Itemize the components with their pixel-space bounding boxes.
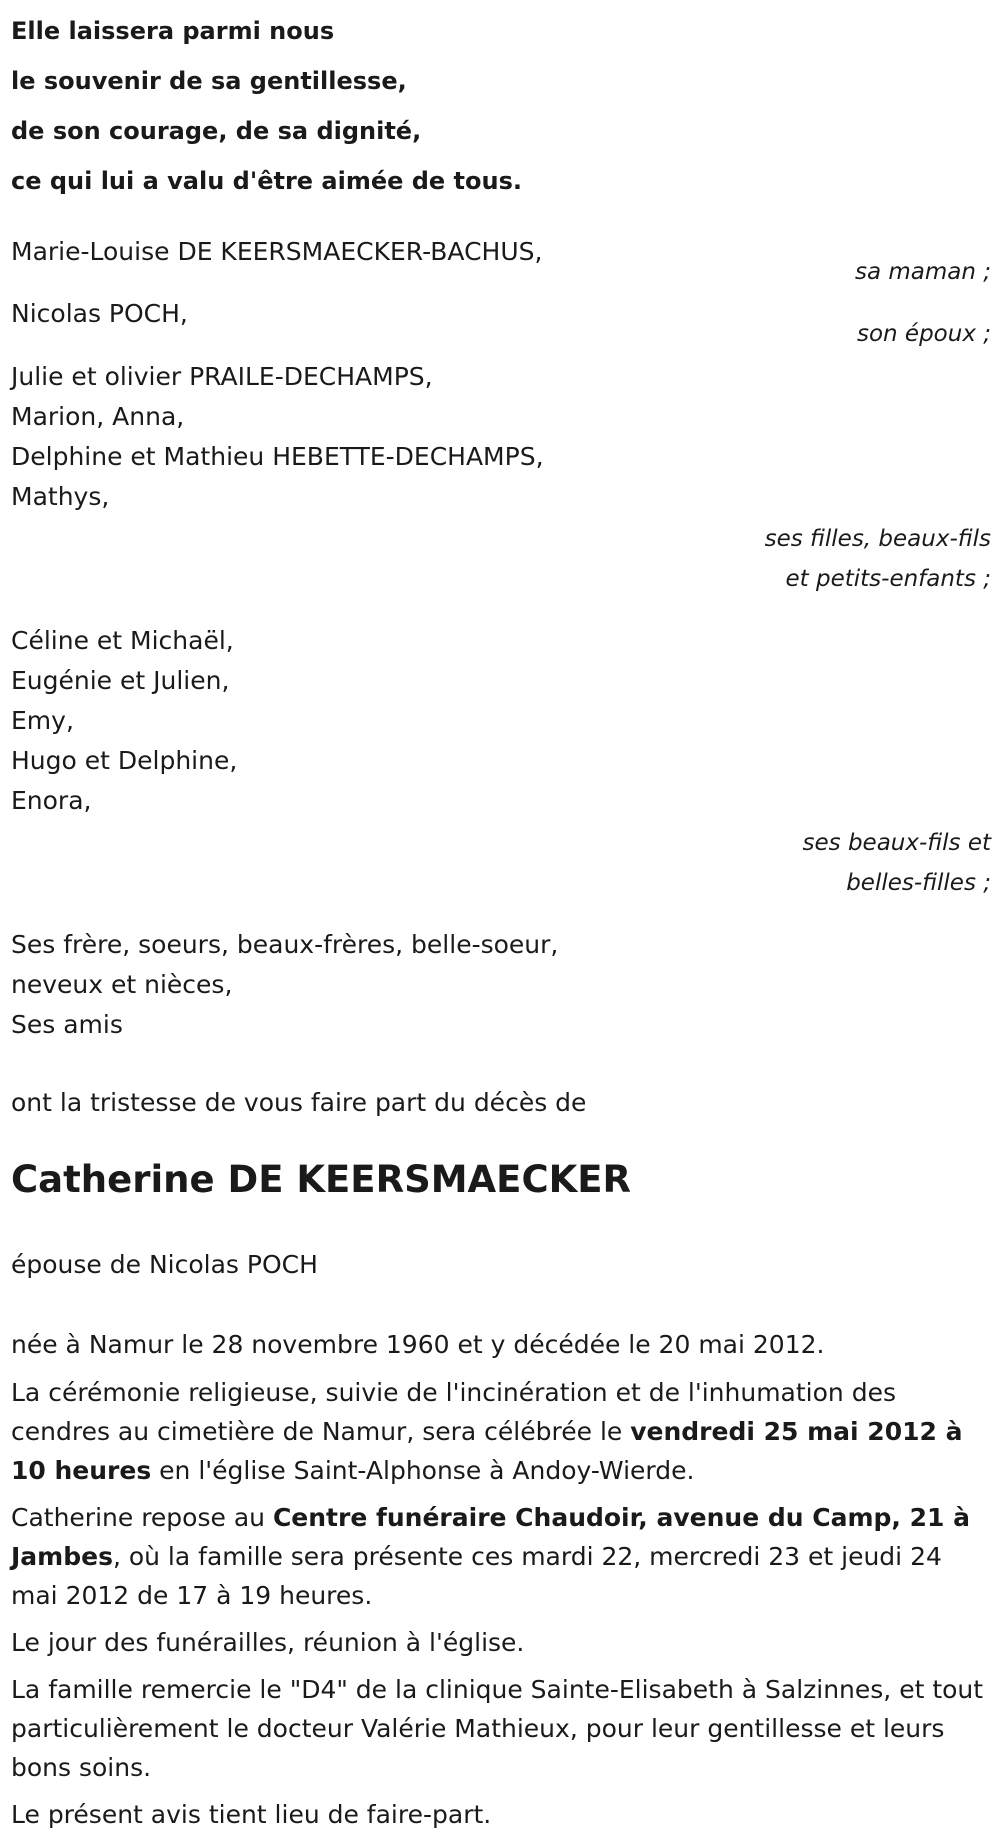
family-name: Delphine et Mathieu HEBETTE-DECHAMPS, <box>11 442 544 471</box>
family-role-line: ses beaux-fils et <box>802 830 991 856</box>
repose-hours: , où la famille sera présente ces mardi 22, mercredi 23 et jeudi 24 mai 2012 de 17 à 19 heures. <box>11 1542 942 1610</box>
repose-text: Catherine repose au <box>11 1503 273 1532</box>
family-role <box>11 519 991 599</box>
family-name: Marie-Louise DE KEERSMAECKER-BACHUS, <box>11 237 543 266</box>
family-group-epoux <box>11 294 991 357</box>
family-group-freres <box>11 925 991 1045</box>
family-list <box>11 232 991 1045</box>
thanks-paragraph: La famille remercie le "D4" de la clinique Sainte-Elisabeth à Salzinnes, et tout particulièrement le docteur Valérie Mathieux, pour leur gentillesse et leurs bons soins. <box>11 1675 984 1782</box>
family-name: Eugénie et Julien, <box>11 666 230 695</box>
family-role: sa maman ; <box>854 259 991 285</box>
ceremony-text: La cérémonie religieuse, suivie de l'incinération et de l'inhumation des cendres au cimetière de Namur, sera célébrée le <box>11 1378 896 1446</box>
repose-paragraph <box>11 1498 991 1615</box>
verse-line: de son courage, de sa dignité, <box>11 117 422 145</box>
family-name: Marion, Anna, <box>11 402 185 431</box>
ceremony-place: en l'église Saint-Alphonse à Andoy-Wierde. <box>151 1456 695 1485</box>
family-role: son époux ; <box>856 321 991 347</box>
repose-location: Centre funéraire Chaudoir, avenue du Camp, 21 à Jambes <box>11 1503 970 1571</box>
family-name: Mathys, <box>11 482 110 511</box>
family-role-line: et petits-enfants ; <box>785 566 991 592</box>
family-name: Ses frère, soeurs, beaux-frères, belle-soeur, <box>11 930 559 959</box>
announcement-text: ont la tristesse de vous faire part du décès de <box>11 1088 587 1117</box>
epitaph-verse <box>11 6 991 206</box>
family-group-filles <box>11 357 991 599</box>
ceremony-paragraph <box>11 1373 991 1490</box>
birth-death-line: née à Namur le 28 novembre 1960 et y décédée le 20 mai 2012. <box>11 1330 825 1359</box>
verse-line: Elle laissera parmi nous <box>11 17 335 45</box>
family-name: Julie et olivier PRAILE-DECHAMPS, <box>11 362 433 391</box>
family-name: Hugo et Delphine, <box>11 746 238 775</box>
family-group-beaux <box>11 621 991 903</box>
spouse-line: épouse de Nicolas POCH <box>11 1250 318 1279</box>
family-name: Enora, <box>11 786 92 815</box>
verse-line: ce qui lui a valu d'être aimée de tous. <box>11 167 523 195</box>
family-group-maman <box>11 232 991 294</box>
closing-paragraph: Le présent avis tient lieu de faire-part. <box>11 1800 492 1829</box>
ceremony-datetime: vendredi 25 mai 2012 à 10 heures <box>11 1417 963 1485</box>
deceased-name: Catherine DE KEERSMAECKER <box>11 1158 632 1201</box>
family-role <box>11 823 991 903</box>
family-name: neveux et nièces, <box>11 970 233 999</box>
family-name: Nicolas POCH, <box>11 299 188 328</box>
family-role-line: belles-filles ; <box>846 870 991 896</box>
obituary-content <box>11 6 991 1834</box>
family-name: Ses amis <box>11 1010 123 1039</box>
family-role-line: ses filles, beaux-fils <box>764 526 991 552</box>
family-name: Céline et Michaël, <box>11 626 234 655</box>
verse-line: le souvenir de sa gentillesse, <box>11 67 407 95</box>
family-name: Emy, <box>11 706 74 735</box>
reunion-paragraph: Le jour des funérailles, réunion à l'église. <box>11 1628 525 1657</box>
